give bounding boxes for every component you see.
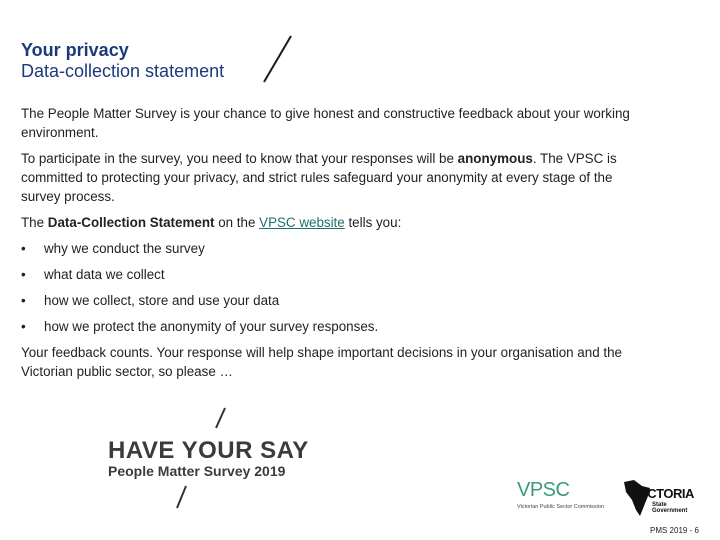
title-block (21, 40, 224, 82)
list-item (21, 291, 641, 310)
victoria-government-logo (622, 476, 698, 520)
anonymous-emphasis: anonymous (457, 151, 533, 166)
statement-text-post: tells you: (344, 215, 402, 230)
vpsc-logo-name: VPSC (517, 479, 570, 501)
intro-paragraph: The People Matter Survey is your chance to give honest and constructive feedback about your working environment. (21, 106, 630, 140)
bullet-icon: • (21, 241, 26, 256)
victoria-logo-sub1: State (652, 502, 667, 508)
list-item (21, 317, 641, 336)
page-subtitle: Data-collection statement (21, 61, 225, 81)
campaign-headline: HAVE YOUR SAY (108, 437, 309, 464)
anonymity-paragraph (21, 149, 641, 206)
statement-name: Data-Collection Statement (47, 215, 215, 230)
victoria-logo-name: VICTORIA (636, 486, 694, 501)
victoria-logo-subtitle (652, 502, 687, 514)
bullet-icon: • (21, 319, 26, 334)
have-your-say-logo (108, 405, 308, 515)
statement-text-pre: The (21, 215, 48, 230)
bullet-icon: • (21, 293, 26, 308)
anonymity-text-post: . The VPSC is committed to protecting your privacy, and strict rules safeguard your anonymity at every stage of the survey process. (21, 151, 617, 204)
list-item-text: why we conduct the survey (44, 241, 205, 256)
closing-paragraph: Your feedback counts. Your response will help shape important decisions in your organisation and the Victorian public sector, so please … (21, 345, 622, 379)
anonymity-text-pre: To participate in the survey, you need to know that your responses will be (21, 151, 458, 166)
vpsc-website-link[interactable]: VPSC website (259, 215, 345, 230)
list-item (21, 265, 641, 284)
page-title: Your privacy (21, 40, 129, 60)
list-item-text: what data we collect (44, 267, 165, 282)
list-item-text: how we protect the anonymity of your survey responses. (44, 319, 379, 334)
vpsc-logo (517, 480, 612, 514)
slash-decoration-icon (213, 407, 227, 429)
bullet-list (21, 239, 641, 336)
slash-decoration-icon (174, 485, 188, 509)
statement-paragraph (21, 213, 641, 232)
statement-text-mid: on the (214, 215, 260, 230)
bullet-icon: • (21, 267, 26, 282)
vpsc-logo-subtitle: Victorian Public Sector Commission (517, 504, 605, 510)
list-item-text: how we collect, store and use your data (44, 293, 280, 308)
campaign-subline: People Matter Survey 2019 (108, 463, 286, 479)
list-item (21, 239, 641, 258)
victoria-logo-sub2: Government (652, 508, 688, 514)
slash-decoration-icon (258, 34, 298, 84)
body-content (21, 104, 641, 388)
page-number: PMS 2019 - 6 (650, 526, 699, 535)
